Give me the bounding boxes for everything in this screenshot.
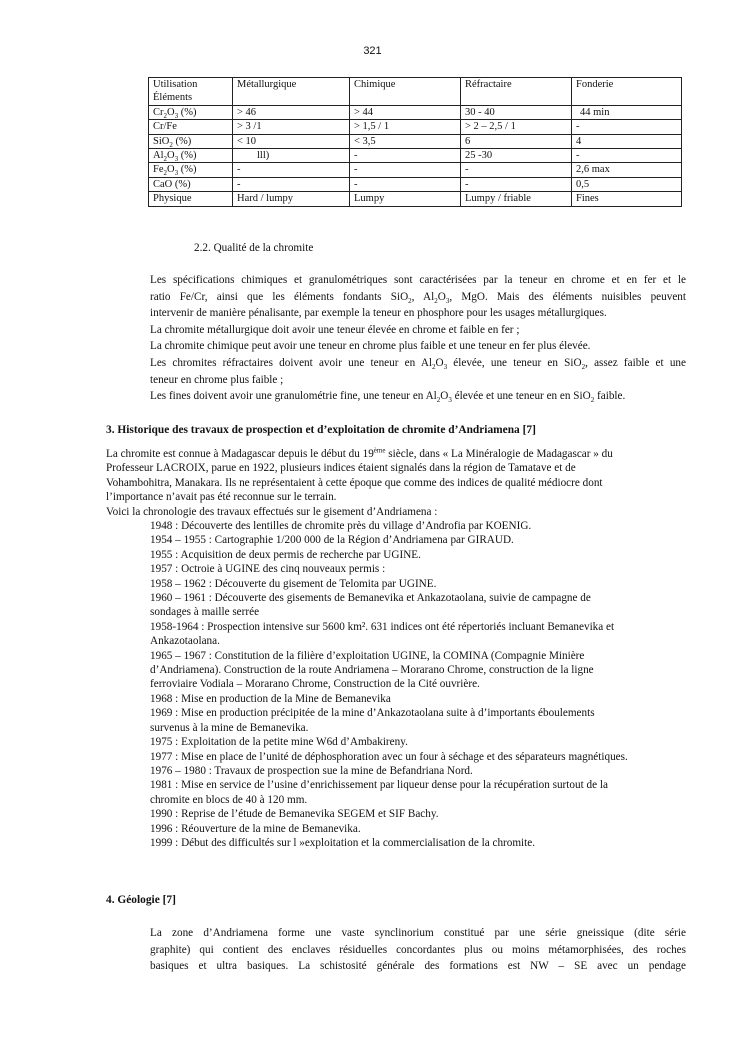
table-cell: 25 -30 [461,149,572,163]
text-line: 1977 : Mise en place de l’unité de déphosphoration avec un four à séchage et des séparateurs magnétiques. [150,750,628,763]
text-line: 1975 : Exploitation de la petite mine W6d d’Ambakireny. [150,736,408,749]
table-cell: > 3 /1 [233,120,350,134]
table-cell: - [572,149,682,163]
table-row-label: $Cr_2O_3$ (%) [149,105,233,119]
table-cell: Lumpy / friable [461,192,572,206]
text-line: 1958 – 1962 : Découverte du gisement de Telomita par UGINE. [150,577,437,590]
table-cell: > 1,5 / 1 [350,120,461,134]
table-cell: > 46 [233,105,350,119]
text-line: Les chromites réfractaires doivent avoir une teneur en $Al_2O_3$ élevée, une teneur en SiO$_2$, assez faible et une [150,356,686,372]
table-header-utilisation: Utilisation [149,78,233,92]
subsection-title: 2.2. Qualité de la chromite [194,242,314,254]
table-cell: < 10 [233,134,350,148]
table-header-blank [350,91,461,105]
table-header-cell: Chimique [350,78,461,92]
table-row-label: Physique [149,192,233,206]
table-cell: 4 [572,134,682,148]
text-line: 1976 – 1980 : Travaux de prospection sue la mine de Befandriana Nord. [150,764,473,777]
table-row [149,192,682,206]
text-line: Les fines doivent avoir une granulométrie fine, une teneur en $Al_2O_3$ élevée et une teneur en en SiO$_2$ faible. [150,390,626,405]
table-cell: 44 min [572,105,682,119]
table-row-label: $Al_2O_3$ (%) [149,149,233,163]
table-row-label: CaO (%) [149,177,233,191]
table-row [149,120,682,134]
section-3-intro [106,447,696,519]
text-line: chromite en blocs de 40 à 120 mm. [150,793,308,806]
text-line: ferroviaire Vodiala – Morarano Chrome, Construction de la Cité ouvrière. [150,678,480,691]
table-cell: - [350,163,461,177]
text-line: teneur en chrome plus faible ; [150,373,284,386]
text-line: Les spécifications chimiques et granulométriques sont caractérisées par la teneur en chrome et en fer et le [150,274,686,286]
table-cell: - [461,163,572,177]
table-cell: 2,6 max [572,163,682,177]
table-cell: > 44 [350,105,461,119]
table-row-label: SiO$_2$ (%) [149,134,233,148]
text-line: 1968 : Mise en production de la Mine de Bemanevika [150,692,391,705]
table-cell: - [233,177,350,191]
table-header-cell: Métallurgique [233,78,350,92]
table-header-blank [233,91,350,105]
table-row [149,105,682,119]
text-line: survenus à la mine de Bemanevika. [150,721,309,734]
text-line: La chromite métallurgique doit avoir une teneur élevée en chrome et faible en fer ; [150,323,520,336]
text-line: 1954 – 1955 : Cartographie 1/200 000 de la Région d’Andriamena par GIRAUD. [150,534,514,547]
chronology-list [150,519,700,850]
text-line: intervenir de manière pénalisante, par exemple la teneur en phosphore pour les usages métallurgiques. [150,307,607,320]
text-line: d’Andriamena). Construction de la route Andriamena – Morarano Chrome, construction de la ligne [150,664,594,677]
text-line: Vohambohitra, Manakara. Ils ne représentaient à cette époque que comme des indices de qualité médiocre dont [106,476,603,489]
text-line: La zone d’Andriamena forme une vaste synclinorium constitué par une série gneissique (dite série [150,927,686,939]
page-number: 321 [363,45,382,57]
text-line: Professeur LACROIX, parue en 1922, plusieurs indices étaient signalés dans la région de Tamatave et de [106,462,576,475]
text-line: 1999 : Début des difficultés sur l »exploitation et la commercialisation de la chromite. [150,836,536,849]
text-line: 1969 : Mise en production précipitée de la mine d’Ankazotaolana suite à d’importants éboulements [150,707,595,720]
text-line: 1957 : Octroie à UGINE des cinq nouveaux permis : [150,563,386,576]
text-line: 1965 – 1967 : Constitution de la filière d’exploitation UGINE, la COMINA (Compagnie Minière [150,649,585,662]
table-cell: Fines [572,192,682,206]
table-cell: Lumpy [350,192,461,206]
text-line: graphite) qui contient des enclaves résiduelles concordantes plus ou moins métamorphisées, des roches [150,943,686,956]
text-line: La chromite chimique peut avoir une teneur en chrome plus faible et une teneur en fer plus élevée. [150,340,591,353]
table-row-label: Cr/Fe [149,120,233,134]
table-cell: Hard / lumpy [233,192,350,206]
table-row-label: $Fe_2O_3$ (%) [149,163,233,177]
text-line: Voici la chronologie des travaux effectués sur le gisement d’Andriamena : [106,505,438,518]
table-cell: > 2 – 2,5 / 1 [461,120,572,134]
text-line: 1960 – 1961 : Découverte des gisements de Bemanevika et Ankazotaolana, suivie de campagne de [150,592,591,605]
table-cell: 6 [461,134,572,148]
text-line: 1955 : Acquisition de deux permis de recherche par UGINE. [150,548,421,561]
text-line: l’importance n’avait pas été reconnue sur le terrain. [106,491,337,504]
text-line: 1990 : Reprise de l’étude de Bemanevika SEGEM et SIF Bachy. [150,808,439,821]
table-header-blank [461,91,572,105]
section-3-title: 3. Historique des travaux de prospection et d’exploitation de chromite d’Andriamena [7] [106,424,536,436]
table-cell: - [233,163,350,177]
table-header-blank [572,91,682,105]
table-row [149,149,682,163]
quality-paragraph [150,272,686,405]
text-line: 1948 : Découverte des lentilles de chromite près du village d’Androfia par KOENIG. [150,520,532,532]
text-line: sondages à maille serrée [150,606,260,619]
table-header-cell: Réfractaire [461,78,572,92]
table-header-elements: Éléments [149,91,233,105]
text-line: 1981 : Mise en service de l’usine d’enrichissement par liqueur dense pour la récupération surtout de la [150,779,608,792]
text-line: Ankazotaolana. [150,635,220,648]
table-row [149,163,682,177]
geology-paragraph [150,925,686,975]
table-header-cell: Fonderie [572,78,682,92]
table-cell: lll) [233,149,350,163]
table-cell: 0,5 [572,177,682,191]
table-row [149,134,682,148]
table-cell: - [350,149,461,163]
section-4-title: 4. Géologie [7] [106,894,176,906]
table-cell: 30 - 40 [461,105,572,119]
table-cell: - [350,177,461,191]
text-line: ratio Fe/Cr, ainsi que les éléments fondants SiO$_2$, $Al_2O_3$, MgO. Mais des éléments nuisibles peuvent [150,290,686,305]
table-cell: - [572,120,682,134]
chromite-spec-table [148,77,682,207]
table-row [149,177,682,191]
text-line: 1996 : Réouverture de la mine de Bemanevika. [150,822,361,835]
text-line: 1958-1964 : Prospection intensive sur 5600 km². 631 indices ont été répertoriés incluant Bemanevika et [150,620,615,633]
table-cell: - [461,177,572,191]
text-line: basiques et ultra basiques. La schistosité générale des formations est NW – SE avec un pendage [150,960,686,973]
text-line: La chromite est connue à Madagascar depuis le début du 19ème siècle, dans « La Minéralogie de Madagascar » du [106,446,613,460]
table-cell: < 3,5 [350,134,461,148]
